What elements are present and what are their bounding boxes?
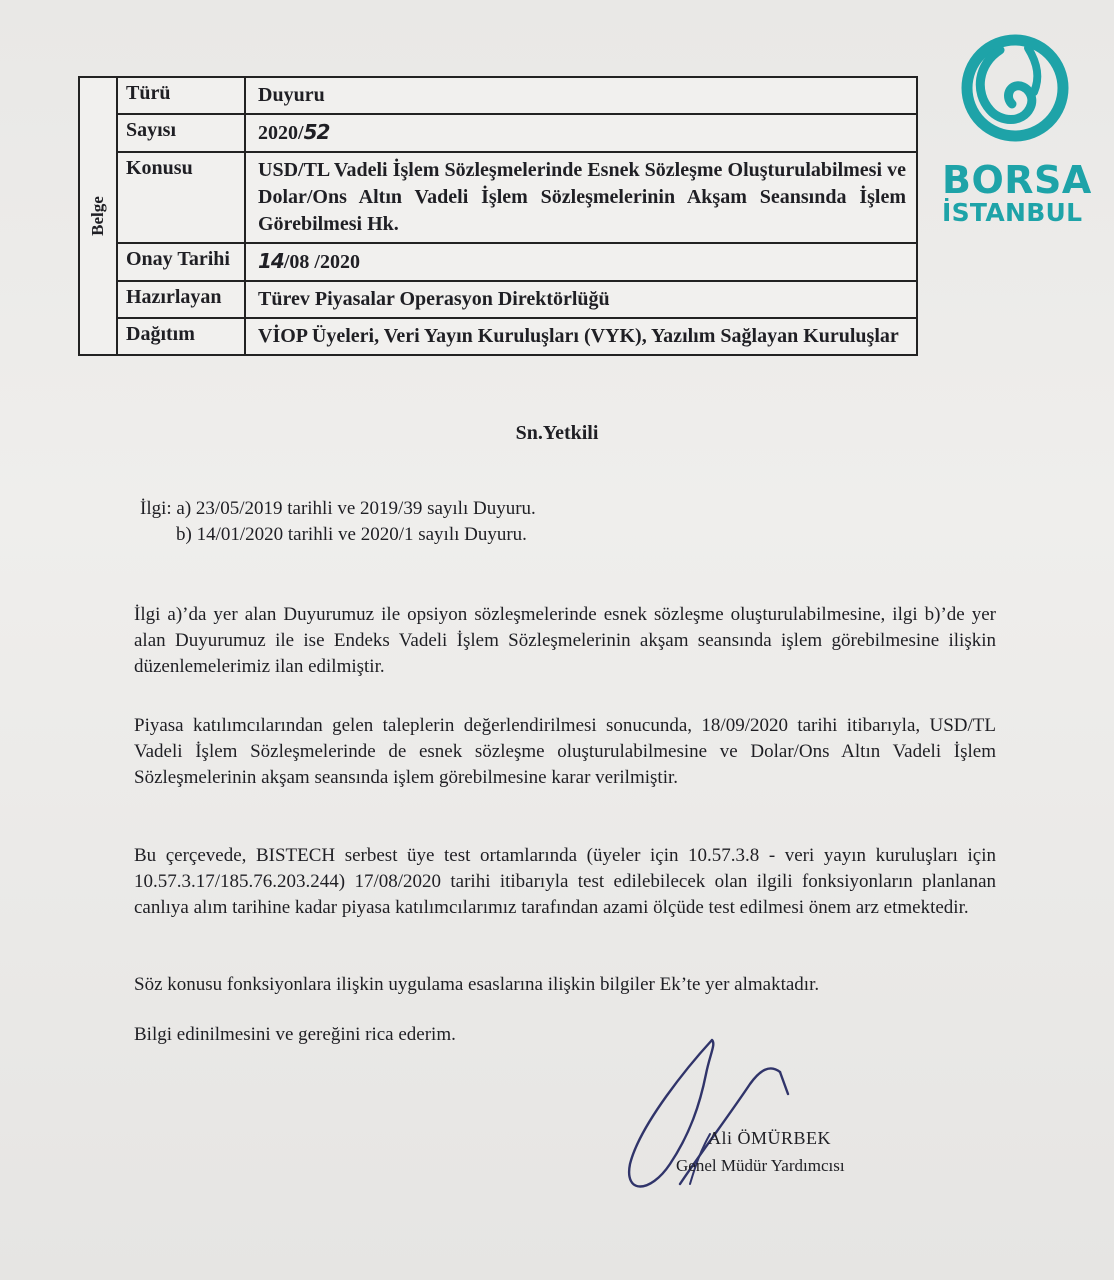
metadata-value: 2020/52 — [258, 120, 330, 144]
approval-date-rest: /08 /2020 — [283, 251, 360, 273]
metadata-label: Konusu — [118, 153, 246, 242]
logo-text-istanbul: İSTANBUL — [942, 198, 1083, 227]
metadata-row-approval-date — [118, 244, 916, 282]
metadata-value: Duyuru — [258, 84, 325, 106]
paragraph-4: Söz konusu fonksiyonlara ilişkin uygulama esaslarına ilişkin bilgiler Ek’te yer almaktadır. — [134, 974, 820, 995]
logo-text-borsa: BORSA — [942, 158, 1092, 202]
signer-title: Genel Müdür Yardımcısı — [676, 1156, 845, 1175]
handwritten-number: 52 — [303, 120, 330, 144]
handwritten-signature-icon — [620, 1034, 820, 1214]
metadata-value — [246, 244, 916, 280]
reference-a: İlgi: a) 23/05/2019 tarihli ve 2019/39 sayılı Duyuru. — [140, 498, 536, 519]
paragraph-3: Bu çerçevede, BISTECH serbest üye test ortamlarında (üyeler için 10.57.3.8 - veri yayın kuruluşları için 10.57.3.17/185.76.203.244) 17/08/2020 tarihi itibarıyla test edilebilecek olan ilgili fonksiyonların planlanan canlıya alım tarihine kadar piyasa katılımcılarımız tarafından azami ölçüde test edilmesi önem arz etmektedir. — [134, 845, 996, 918]
metadata-row-distribution — [118, 319, 916, 354]
metadata-side-label: Belge — [80, 78, 118, 354]
metadata-row-number — [118, 115, 916, 153]
metadata-label: Onay Tarihi — [118, 244, 246, 280]
salutation: Sn.Yetkili — [515, 422, 599, 444]
metadata-value: USD/TL Vadeli İşlem Sözleşmelerinde Esnek Sözleşme Oluşturulabilmesi ve Dolar/Ons Altın Vadeli İşlem Sözleşmelerinin Akşam Seansında İşlem Görebilmesi Hk. — [258, 159, 906, 235]
paragraph-1: İlgi a)’da yer alan Duyurumuz ile opsiyon sözleşmelerinde esnek sözleşme oluşturulabilmesine, ilgi b)’de yer alan Duyurumuz ile ise Endeks Vadeli İşlem Sözleşmelerinin akşam seansında işlem görebilmesine ilişkin düzenlemelerimiz ilan edilmiştir. — [134, 604, 996, 677]
metadata-row-subject — [118, 153, 916, 244]
metadata-label: Hazırlayan — [118, 282, 246, 317]
metadata-value: Türev Piyasalar Operasyon Direktörlüğü — [258, 288, 610, 310]
metadata-row-type — [118, 78, 916, 115]
metadata-value: VİOP Üyeleri, Veri Yayın Kuruluşları (VYK), Yazılım Sağlayan Kuruluşlar — [258, 325, 899, 347]
metadata-label: Dağıtım — [118, 319, 246, 354]
document-metadata-table — [78, 76, 918, 356]
paragraph-2: Piyasa katılımcılarından gelen taleplerin değerlendirilmesi sonucunda, 18/09/2020 tarihi itibarıyla, USD/TL Vadeli İşlem Sözleşmelerinde de esnek sözleşme oluşturulabilmesine ve Dolar/Ons Altın Vadeli İşlem Sözleşmelerinin akşam seansında işlem görebilmesine karar verilmiştir. — [134, 715, 996, 788]
metadata-row-prepared-by — [118, 282, 916, 319]
paragraph-5: Bilgi edinilmesini ve gereğini rica ederim. — [134, 1024, 456, 1045]
metadata-label: Sayısı — [118, 115, 246, 151]
metadata-label: Türü — [118, 78, 246, 113]
reference-block — [140, 496, 536, 548]
signer-name: Ali ÖMÜRBEK — [708, 1128, 832, 1148]
handwritten-day: 14 — [258, 249, 284, 273]
reference-b: b) 14/01/2020 tarihli ve 2020/1 sayılı Duyuru. — [176, 524, 527, 545]
